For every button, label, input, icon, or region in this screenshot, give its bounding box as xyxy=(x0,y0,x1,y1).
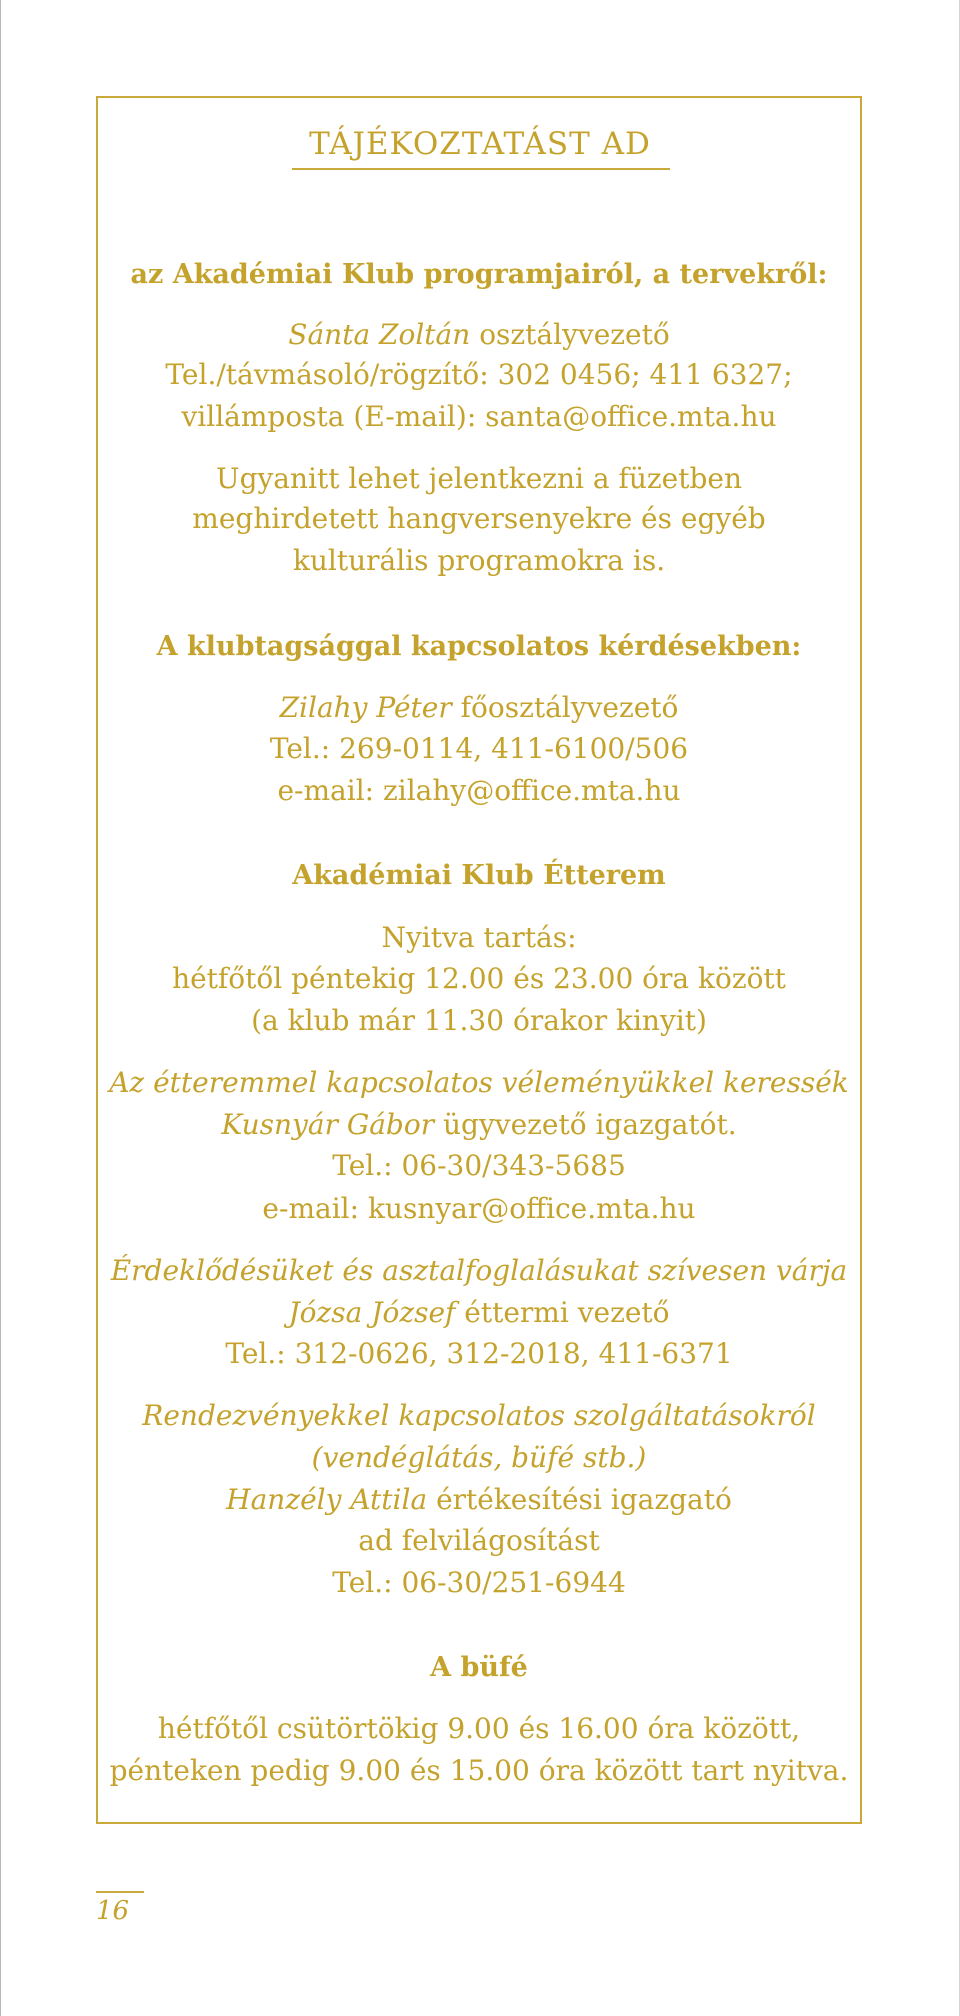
note-line: meghirdetett hangversenyekre és egyéb xyxy=(192,502,766,535)
note-line: Ugyanitt lehet jelentkezni a füzetben xyxy=(215,462,743,495)
contact-phone: Tel.: 312-0626, 312-2018, 411-6371 xyxy=(225,1337,733,1370)
contact-name: Józsa József xyxy=(288,1296,456,1329)
contact-phone: Tel.: 269-0114, 411-6100/506 xyxy=(269,732,689,765)
section-heading-membership: A klubtagsággal kapcsolatos kérdésekben: xyxy=(156,631,802,662)
contact-line xyxy=(98,1480,860,1520)
hours-line: (a klub már 11.30 órakor kinyit) xyxy=(251,1004,707,1037)
hours-line: hétfőtől csütörtökig 9.00 és 16.00 óra között, xyxy=(157,1712,801,1745)
contact-role: főosztályvezető xyxy=(460,691,679,724)
section-heading-programs: az Akadémiai Klub programjairól, a tervekről: xyxy=(130,259,828,290)
section-heading-buffet: A büfé xyxy=(430,1652,528,1683)
contact-intro: Rendezvényekkel kapcsolatos szolgáltatásokról xyxy=(142,1399,816,1432)
contact-note: ad felvilágosítást xyxy=(358,1524,600,1557)
contact-name: Kusnyár Gábor xyxy=(221,1108,435,1141)
page-title: TÁJÉKOZTATÁST AD xyxy=(309,126,651,162)
contact-line xyxy=(98,1105,860,1145)
contact-line xyxy=(98,315,860,355)
contact-role: értékesítési igazgató xyxy=(436,1483,732,1516)
contact-email: e-mail: zilahy@office.mta.hu xyxy=(277,774,681,807)
note-line: kulturális programokra is. xyxy=(292,544,666,577)
page-edge-left xyxy=(0,0,1,2016)
contact-phone: Tel.: 06-30/343-5685 xyxy=(332,1149,626,1182)
contact-line xyxy=(98,1293,860,1333)
contact-intro: (vendéglátás, büfé stb.) xyxy=(311,1441,647,1474)
contact-name: Hanzély Attila xyxy=(226,1483,428,1516)
contact-phone: Tel.: 06-30/251-6944 xyxy=(332,1566,626,1599)
contact-email: villámposta (E-mail): santa@office.mta.hu xyxy=(181,400,777,433)
contact-intro: Az étteremmel kapcsolatos véleményükkel keressék xyxy=(109,1066,849,1099)
page-number: 16 xyxy=(96,1896,130,1926)
contact-email: e-mail: kusnyar@office.mta.hu xyxy=(262,1192,696,1225)
hours-line: hétfőtől péntekig 12.00 és 23.00 óra között xyxy=(172,962,786,995)
contact-line xyxy=(98,688,860,728)
contact-phone: Tel./távmásoló/rögzítő: 302 0456; 411 6327; xyxy=(165,358,793,391)
hours-line: Nyitva tartás: xyxy=(381,921,577,954)
contact-role: éttermi vezető xyxy=(464,1296,670,1329)
contact-name: Zilahy Péter xyxy=(279,691,452,724)
contact-role: ügyvezető igazgatót. xyxy=(442,1108,737,1141)
contact-intro: Érdeklődésüket és asztalfoglalásukat szívesen várja xyxy=(110,1254,848,1287)
hours-line: pénteken pedig 9.00 és 15.00 óra között tart nyitva. xyxy=(109,1754,849,1787)
contact-name: Sánta Zoltán xyxy=(288,318,471,351)
section-heading-restaurant: Akadémiai Klub Étterem xyxy=(292,860,666,891)
title-underline xyxy=(292,168,670,170)
contact-role: osztályvezető xyxy=(479,318,670,351)
